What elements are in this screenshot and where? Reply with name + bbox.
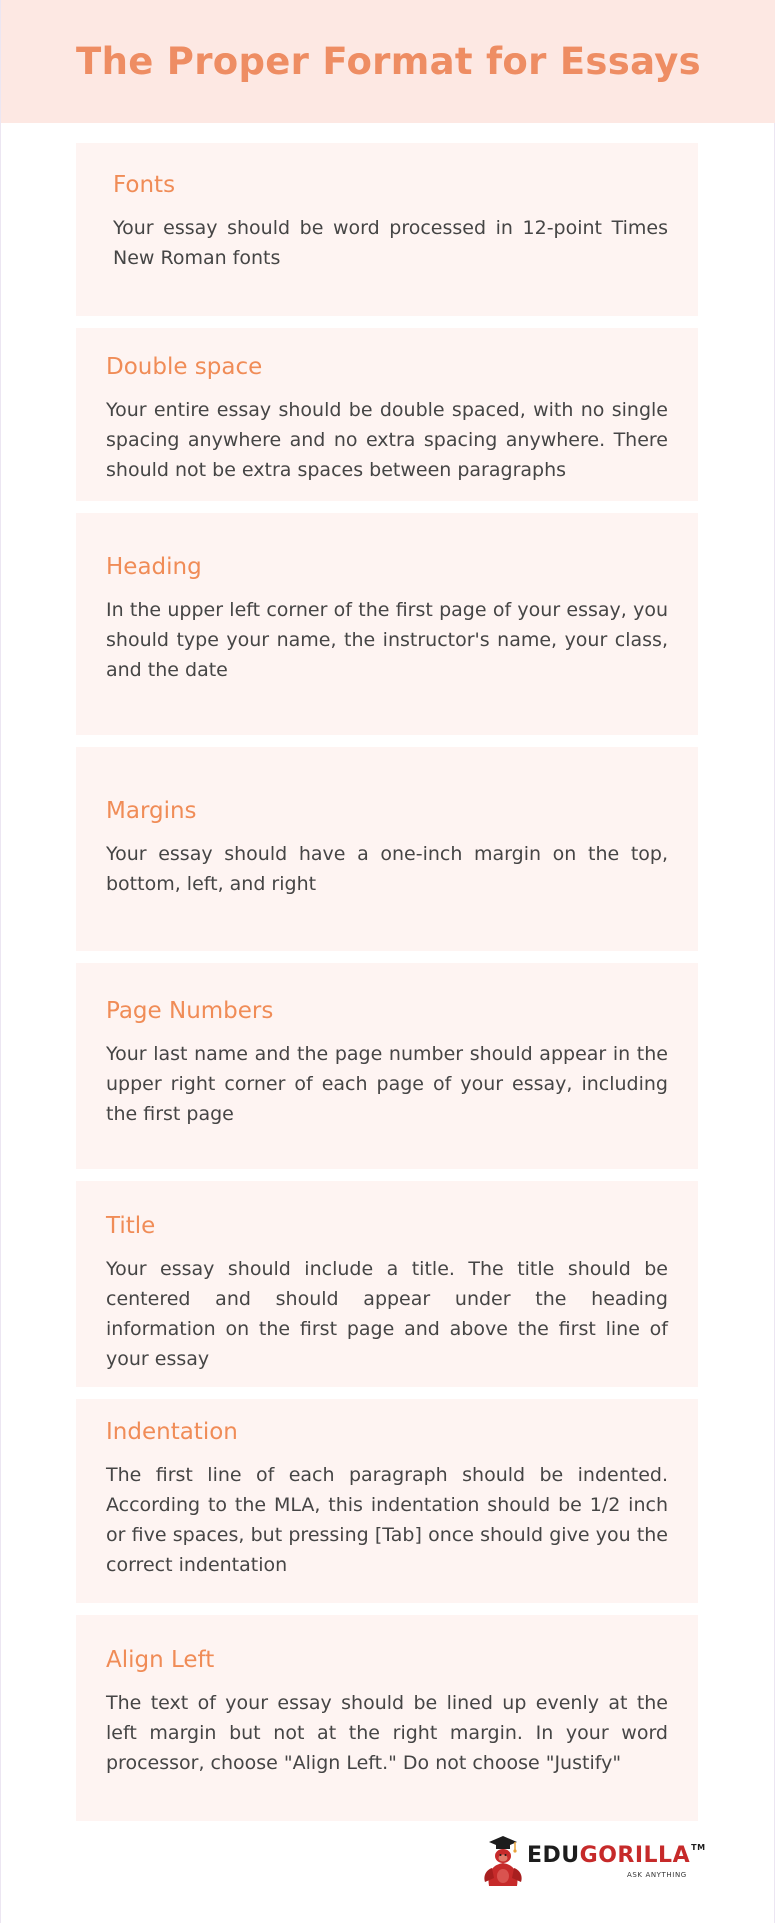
section-card-align-left: [76, 1615, 698, 1821]
section-heading: Heading: [106, 554, 202, 580]
section-text: Your essay should be word processed in 12-point Times New Roman fonts: [113, 217, 668, 269]
section-card-indentation: [76, 1399, 698, 1603]
section-heading: Margins: [106, 798, 197, 824]
logo-wordmark-gorilla: GORILLA: [579, 1843, 691, 1868]
section-card-margins: [76, 747, 698, 951]
section-heading: Fonts: [113, 172, 176, 198]
section-heading: Title: [106, 1213, 156, 1239]
logo-wordmark-edu: EDU: [527, 1843, 580, 1868]
section-text: Your last name and the page number should appear in the upper right corner of each page of your essay, including the first page: [106, 1043, 668, 1125]
section-card-double-space: [76, 328, 698, 501]
section-heading: Indentation: [106, 1419, 238, 1445]
section-heading: Page Numbers: [106, 998, 274, 1024]
section-text: In the upper left corner of the first page of your essay, you should type your name, the instructor's name, your class, and the date: [106, 599, 668, 681]
section-text: Your entire essay should be double spaced, with no single spacing anywhere and no extra spacing anywhere. There should not be extra spaces between paragraphs: [106, 399, 668, 481]
section-card-fonts: [76, 143, 698, 316]
section-text: Your essay should include a title. The title should be centered and should appear under the heading information on the first page and above the first line of your essay: [106, 1258, 668, 1370]
section-card-page-numbers: [76, 963, 698, 1169]
logo-tagline: ASK ANYTHING: [627, 1871, 687, 1879]
section-heading: Align Left: [106, 1647, 215, 1673]
gorilla-graduate-icon: [479, 1834, 525, 1888]
section-card-heading: [76, 513, 698, 735]
logo-trademark: TM: [691, 1843, 706, 1852]
section-heading: Double space: [106, 354, 263, 380]
section-text: Your essay should have a one-inch margin on the top, bottom, left, and right: [106, 843, 668, 895]
page-header: [1, 0, 775, 123]
section-card-title: [76, 1181, 698, 1387]
edugorilla-logo: [479, 1834, 706, 1890]
section-text: The text of your essay should be lined up evenly at the left margin but not at the right margin. In your word processor, choose "Align Left." Do not choose "Justify": [106, 1692, 668, 1774]
logo-wordmark: [527, 1843, 706, 1868]
page-title: The Proper Format for Essays: [76, 40, 701, 83]
section-text: The first line of each paragraph should be indented. According to the MLA, this indentation should be 1/2 inch or five spaces, but pressing [Tab] once should give you the correct indentation: [106, 1464, 668, 1576]
